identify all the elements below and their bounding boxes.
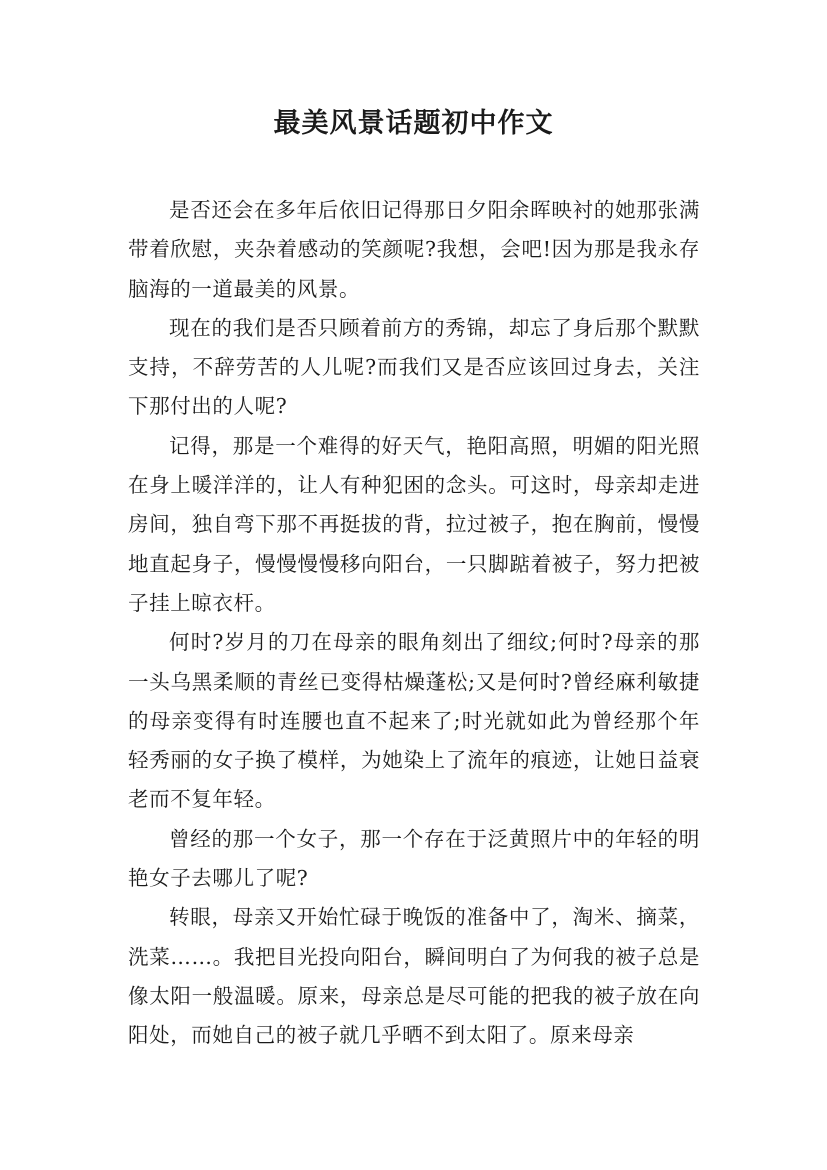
paragraph-5: 曾经的那一个女子，那一个存在于泛黄照片中的年轻的明艳女子去哪儿了呢? — [128, 826, 700, 891]
paragraph-4: 何时?岁月的刀在母亲的眼角刻出了细纹;何时?母亲的那一头乌黑柔顺的青丝已变得枯燥蓬松;又是何时?曾经麻利敏捷的母亲变得有时连腰也直不起来了;时光就如此为曾经那个年轻秀丽的女子换了模样，为她染上了流年的痕迹，让她日益衰老而不复年轻。 — [128, 630, 700, 812]
paragraph-1: 是否还会在多年后依旧记得那日夕阳余晖映衬的她那张满带着欣慰，夹杂着感动的笑颜呢?我想，会吧!因为那是我永存脑海的一道最美的风景。 — [128, 198, 700, 301]
document-body — [128, 191, 700, 1056]
paragraph-3: 记得，那是一个难得的好天气，艳阳高照，明媚的阳光照在身上暖洋洋的，让人有种犯困的念头。可这时，母亲却走进房间，独自弯下那不再挺拔的背，拉过被子，抱在胸前，慢慢地直起身子，慢慢慢慢移向阳台，一只脚踮着被子，努力把被子挂上晾衣杆。 — [128, 433, 700, 615]
document-title: 最美风景话题初中作文 — [273, 108, 554, 139]
paragraph-2: 现在的我们是否只顾着前方的秀锦，却忘了身后那个默默支持，不辞劳苦的人儿呢?而我们又是否应该回过身去，关注下那付出的人呢? — [128, 315, 700, 419]
paragraph-6: 转眼，母亲又开始忙碌于晚饭的准备中了，淘米、摘菜，洗菜……。我把目光投向阳台，瞬间明白了为何我的被子总是像太阳一般温暖。原来，母亲总是尽可能的把我的被子放在向阳处，而她自己的被子就几乎晒不到太阳了。原来母亲 — [128, 905, 700, 1048]
